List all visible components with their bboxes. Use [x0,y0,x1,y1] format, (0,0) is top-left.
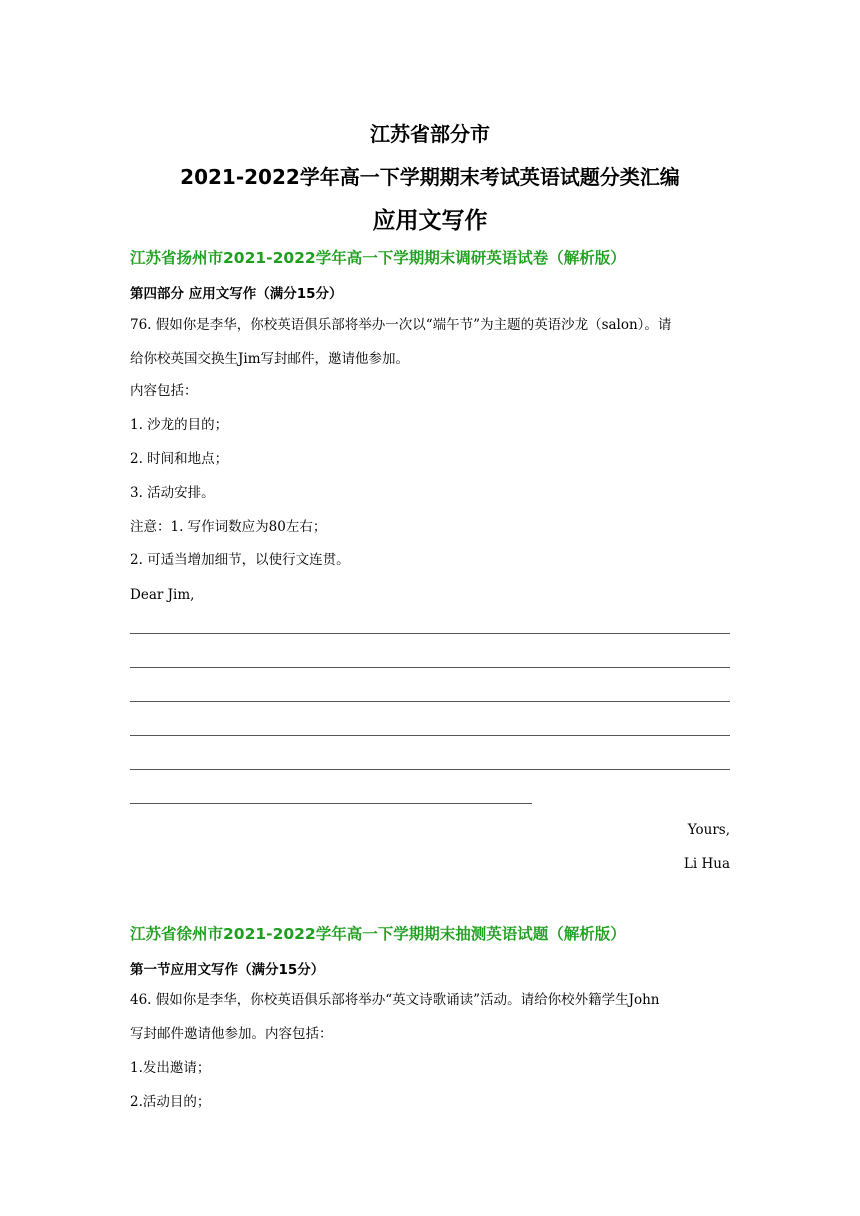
section-heading-xuzhou: 江苏省徐州市2021-2022学年高一下学期期末抽测英语试题（解析版） [130,925,626,943]
letter-closing: Yours, [687,822,730,838]
note-line2: 2. 可适当增加细节，以使行文连贯。 [130,552,350,568]
list-item: 2. 时间和地点； [130,451,229,467]
list-item: 1. 沙龙的目的； [130,417,229,433]
note-line1: 注意：1. 写作词数应为80左右； [130,519,327,535]
content-label: 内容包括： [130,383,198,399]
list-item: 2.活动目的； [130,1094,211,1110]
answer-line [130,803,532,804]
part-heading-yangzhou: 第四部分 应用文写作（满分15分） [130,286,343,302]
doc-title-main: 2021-2022学年高一下学期期末考试英语试题分类汇编 [180,165,680,189]
part-heading-xuzhou: 第一节应用文写作（满分15分） [130,962,325,978]
answer-line [130,633,730,634]
answer-line [130,667,730,668]
question-46-line2: 写封邮件邀请他参加。内容包括： [130,1026,333,1042]
question-46-line1: 46. 假如你是李华，你校英语俱乐部将举办“英文诗歌诵读”活动。请给你校外籍学生John [130,992,660,1008]
answer-line [130,769,730,770]
doc-title-topic: 应用文写作 [372,208,488,234]
section-heading-yangzhou: 江苏省扬州市2021-2022学年高一下学期期末调研英语试卷（解析版） [130,249,626,267]
answer-line [130,735,730,736]
doc-title-region: 江苏省部分市 [370,122,490,146]
letter-greeting: Dear Jim, [130,587,195,603]
list-item: 1.发出邀请； [130,1060,211,1076]
answer-line [130,701,730,702]
letter-signature: Li Hua [683,856,730,872]
question-76-line1: 76. 假如你是李华，你校英语俱乐部将举办一次以“端午节”为主题的英语沙龙（salon）。请 [130,317,672,333]
question-76-line2: 给你校英国交换生Jim写封邮件，邀请他参加。 [130,351,410,367]
list-item: 3. 活动安排。 [130,485,215,501]
